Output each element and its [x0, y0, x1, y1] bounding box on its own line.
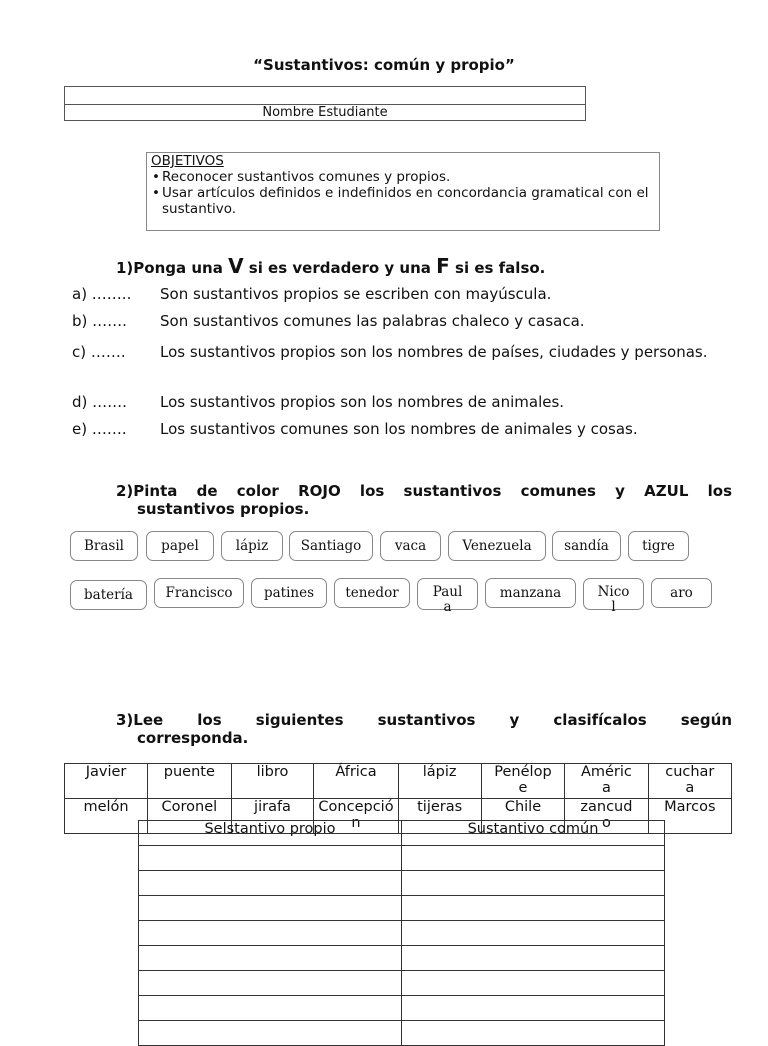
q1-item-blank[interactable]: a) …….. [72, 285, 132, 303]
q1-prefix: 1)Ponga una [116, 259, 229, 277]
table-cell: jirafa [231, 799, 314, 834]
table-row [139, 946, 665, 971]
table-cell: Chile [481, 799, 565, 834]
classification-table [138, 820, 665, 1046]
q1-item-text: Los sustantivos propios son los nombres de países, ciudades y personas. [160, 343, 708, 361]
word-box[interactable]: Venezuela [448, 531, 546, 561]
table-cell: cuchar a [648, 764, 731, 799]
table-cell: Coronel [148, 799, 231, 834]
answer-cell[interactable] [139, 896, 402, 921]
table-row [139, 971, 665, 996]
q1-suffix: si es falso. [449, 259, 546, 277]
question-1-heading [116, 254, 545, 278]
word-fragment: Paul [432, 584, 463, 600]
word-box[interactable]: aro [651, 578, 712, 608]
objectives-box [146, 152, 660, 231]
table-cell: Améric a [565, 764, 648, 799]
word-box[interactable]: lápiz [221, 531, 283, 561]
table-cell: zancud o [565, 799, 648, 834]
table-cell: lápiz [398, 764, 481, 799]
q1-item-text: Los sustantivos propios son los nombres de animales. [160, 393, 565, 411]
table-header-row [139, 821, 665, 846]
answer-cell[interactable] [402, 1021, 665, 1046]
answer-cell[interactable] [402, 871, 665, 896]
word-box[interactable]: patines [251, 578, 327, 608]
table-row [139, 996, 665, 1021]
q1-item-b [72, 312, 732, 330]
objective-item: • Reconocer sustantivos comunes y propios. [162, 169, 655, 185]
answer-cell[interactable] [402, 971, 665, 996]
answer-cell[interactable] [139, 871, 402, 896]
word-box[interactable]: tigre [628, 531, 689, 561]
header-common-noun: Sustantivo común [402, 821, 665, 846]
question-2-heading [116, 482, 732, 518]
answer-cell[interactable] [139, 971, 402, 996]
table-cell: Marcos [648, 799, 731, 834]
word-box[interactable]: manzana [485, 578, 576, 608]
table-cell: puente [148, 764, 231, 799]
word-box[interactable] [417, 578, 478, 615]
answer-cell[interactable] [139, 921, 402, 946]
q1-f: F [436, 254, 450, 278]
answer-cell[interactable] [402, 896, 665, 921]
word-box[interactable]: tenedor [334, 578, 410, 608]
table-cell: Concepció n [314, 799, 398, 834]
q1-item-a [72, 285, 732, 303]
student-name-box[interactable] [64, 86, 586, 121]
q1-item-blank[interactable]: e) ……. [72, 420, 127, 438]
word-box[interactable]: Santiago [289, 531, 373, 561]
q1-item-e [72, 420, 732, 438]
word-box[interactable]: papel [146, 531, 214, 561]
word-box[interactable]: batería [70, 580, 147, 610]
answer-cell[interactable] [139, 846, 402, 871]
word-box[interactable]: vaca [380, 531, 441, 561]
q1-item-c [72, 339, 732, 366]
q2-line1: 2)Pinta de color ROJO los sustantivos comunes y AZUL los [116, 482, 732, 500]
objectives-heading: OBJETIVOS [151, 153, 224, 169]
q2-line2: sustantivos propios. [137, 500, 310, 518]
q1-mid: si es verdadero y una [243, 259, 437, 277]
q1-item-d [72, 393, 732, 411]
answer-cell[interactable] [139, 996, 402, 1021]
objectives-list [151, 169, 655, 217]
word-box[interactable]: Brasil [70, 531, 138, 561]
q1-item-blank[interactable]: d) ……. [72, 393, 127, 411]
word-box[interactable] [583, 578, 644, 615]
q1-item-text: Los sustantivos comunes son los nombres de animales y cosas. [160, 420, 638, 438]
q1-item-blank[interactable]: c) ……. [72, 343, 126, 361]
word-fragment: a [443, 599, 452, 615]
table-row [139, 1021, 665, 1046]
table-row [65, 764, 732, 799]
q1-v: V [228, 254, 244, 278]
q3-line1: 3)Lee los siguientes sustantivos y clasifícalos según [116, 711, 732, 729]
answer-cell[interactable] [139, 1021, 402, 1046]
table-row [139, 846, 665, 871]
word-box[interactable]: sandía [552, 531, 621, 561]
answer-cell[interactable] [139, 946, 402, 971]
answer-cell[interactable] [402, 946, 665, 971]
table-cell: Javier [65, 764, 148, 799]
answer-cell[interactable] [402, 996, 665, 1021]
table-cell: melón [65, 799, 148, 834]
word-fragment: l [611, 599, 616, 615]
table-cell: África [314, 764, 398, 799]
q1-item-text: Son sustantivos comunes las palabras chaleco y casaca. [160, 312, 585, 330]
table-row [139, 871, 665, 896]
table-row [139, 921, 665, 946]
table-cell: tijeras [398, 799, 481, 834]
table-row [139, 896, 665, 921]
page-title: “Sustantivos: común y propio” [253, 56, 515, 74]
q3-line2: corresponda. [137, 729, 249, 747]
answer-cell[interactable] [402, 846, 665, 871]
q1-item-blank[interactable]: b) ……. [72, 312, 127, 330]
table-cell: libro [231, 764, 314, 799]
student-name-label: Nombre Estudiante [262, 105, 388, 120]
q1-item-text: Son sustantivos propios se escriben con mayúscula. [160, 285, 552, 303]
question-3-heading [116, 711, 732, 747]
word-fragment: Nico [597, 584, 630, 600]
answer-cell[interactable] [402, 921, 665, 946]
table-cell: Penélop e [481, 764, 565, 799]
objective-item: • Usar artículos definidos e indefinidos en concordancia gramatical con el sustantivo. [162, 185, 655, 217]
word-box[interactable]: Francisco [154, 578, 244, 608]
header-proper-noun: Selstantivo propio [139, 821, 402, 846]
